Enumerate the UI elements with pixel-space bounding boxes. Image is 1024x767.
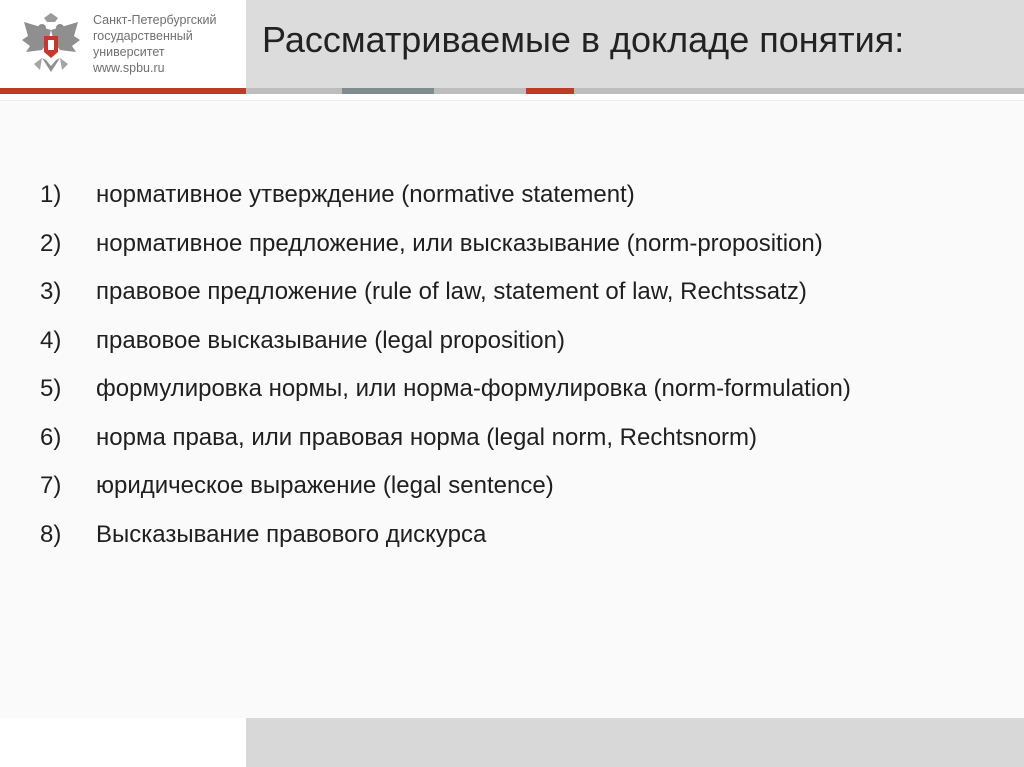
list-number: 4)	[40, 326, 62, 354]
slide-header	[0, 0, 1024, 88]
list-item	[40, 471, 851, 520]
list-item	[40, 277, 851, 326]
list-item	[40, 229, 851, 278]
footer-bar	[246, 718, 1024, 767]
university-name	[93, 12, 243, 76]
concepts-list	[40, 180, 851, 568]
list-text: норма права, или правовая норма (legal norm, Rechtsnorm)	[96, 423, 758, 451]
list-item	[40, 374, 851, 423]
stripe-light-3	[574, 88, 1024, 94]
stripe-light-1	[246, 88, 342, 94]
logo-panel	[0, 0, 246, 88]
list-item	[40, 180, 851, 229]
list-text: нормативное предложение, или высказывание (norm-proposition)	[96, 229, 823, 257]
logo-line-3: университет	[93, 45, 165, 59]
list-number: 3)	[40, 278, 62, 305]
stripe-gray-1	[342, 88, 434, 94]
stripe-red-2	[526, 88, 574, 94]
list-number: 2)	[40, 229, 62, 257]
list-number: 6)	[40, 423, 62, 451]
logo-line-2: государственный	[93, 29, 193, 43]
list-number: 1)	[40, 181, 62, 208]
list-text: нормативное утверждение (normative statement)	[96, 181, 635, 208]
list-item	[40, 326, 851, 375]
stripe-red-1	[0, 88, 246, 94]
list-text: правовое предложение (rule of law, statement of law, Rechtssatz)	[96, 278, 807, 305]
list-text: правовое высказывание (legal proposition)	[96, 326, 565, 354]
list-text: Высказывание правового дискурса	[96, 520, 487, 548]
list-number: 8)	[40, 520, 62, 548]
double-headed-eagle-icon	[20, 12, 82, 78]
list-item	[40, 520, 851, 569]
list-text: юридическое выражение (legal sentence)	[96, 472, 554, 499]
list-number: 7)	[40, 472, 62, 499]
slide-title: Рассматриваемые в докладе понятия:	[262, 19, 905, 60]
list-item	[40, 423, 851, 472]
list-number: 5)	[40, 375, 62, 402]
stripe-light-2	[434, 88, 526, 94]
list-text: формулировка нормы, или норма-формулировка (norm-formulation)	[96, 375, 851, 402]
logo-line-1: Санкт-Петербургский	[93, 13, 217, 27]
footer-left	[0, 718, 246, 767]
logo-website: www.spbu.ru	[93, 61, 165, 75]
